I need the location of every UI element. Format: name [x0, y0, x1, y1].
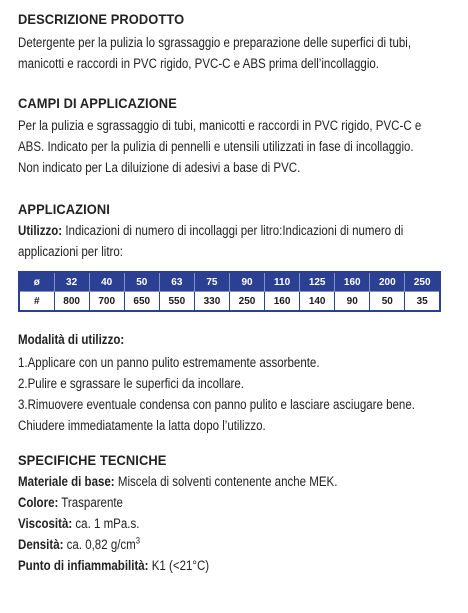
diameter-cell: 32	[54, 272, 89, 292]
count-cell: 160	[265, 292, 300, 312]
spec-value: ca. 0,82 g/cm	[63, 537, 136, 552]
section-title: APPLICAZIONI	[18, 201, 110, 217]
diameter-row	[19, 272, 440, 292]
spec-label: Densità:	[18, 537, 64, 552]
count-cell: 250	[229, 292, 264, 312]
paragraph-line: Detergente per la pulizia lo sgrassaggio e preparazione delle superfici di tubi,	[18, 35, 412, 50]
section-applicazioni	[18, 201, 456, 262]
applications-table	[18, 271, 441, 312]
spec-label: Punto di infiammabilità:	[18, 558, 149, 573]
spec-label: Colore:	[18, 495, 59, 510]
count-cell: 550	[159, 292, 194, 312]
spec-label: Viscosità:	[18, 516, 73, 531]
count-cell: 90	[335, 292, 370, 312]
utilizzo-text: applicazioni per litro:	[18, 244, 123, 259]
count-cell: 140	[300, 292, 335, 312]
section-title: Modalità di utilizzo:	[18, 332, 125, 347]
spec-label: Materiale di base:	[18, 474, 115, 489]
count-row	[19, 292, 440, 312]
section-campi	[18, 95, 456, 178]
diameter-cell: 110	[265, 272, 300, 292]
section-specifiche	[18, 452, 456, 576]
count-cell: 700	[89, 292, 124, 312]
instruction-line: 3.Rimuovere eventuale condensa con panno pulito e lasciare asciugare bene.	[18, 397, 415, 412]
section-title: CAMPI DI APPLICAZIONE	[18, 95, 177, 111]
diameter-cell: 90	[229, 272, 264, 292]
spec-superscript: 3	[135, 535, 141, 546]
diameter-cell: 40	[89, 272, 124, 292]
count-cell: 800	[54, 292, 89, 312]
paragraph-line: Non indicato per La diluizione di adesivi a base di PVC.	[18, 160, 301, 175]
spec-value: Miscela di solventi contenente anche MEK.	[114, 474, 338, 489]
paragraph-line: ABS. Indicato per la pulizia di pennelli e utensili utilizzati in fase di incollaggio.	[18, 139, 414, 154]
diameter-symbol: ø	[19, 272, 54, 292]
instruction-line: 2.Pulire e sgrassare le superfici da incollare.	[18, 376, 244, 391]
utilizzo-label: Utilizzo:	[18, 223, 63, 238]
count-cell: 650	[124, 292, 159, 312]
paragraph-line: manicotti e raccordi in PVC rigido, PVC-C e ABS prima dell’incollaggio.	[18, 56, 379, 71]
diameter-cell: 200	[370, 272, 405, 292]
diameter-cell: 50	[124, 272, 159, 292]
count-symbol: #	[19, 292, 54, 312]
count-cell: 330	[194, 292, 229, 312]
section-modalita	[18, 329, 456, 436]
instruction-line: Chiudere immediatamente la latta dopo l’utilizzo.	[18, 418, 266, 433]
instruction-line: 1.Applicare con un panno pulito estremamente assorbente.	[18, 355, 320, 370]
spec-value: K1 (<21°C)	[148, 558, 210, 573]
count-cell: 35	[405, 292, 440, 312]
diameter-cell: 160	[335, 272, 370, 292]
diameter-cell: 63	[159, 272, 194, 292]
spec-value: Trasparente	[58, 495, 123, 510]
diameter-cell: 125	[300, 272, 335, 292]
section-title: DESCRIZIONE PRODOTTO	[18, 11, 185, 27]
diameter-cell: 75	[194, 272, 229, 292]
section-descrizione	[18, 11, 456, 74]
section-title: SPECIFICHE TECNICHE	[18, 452, 167, 468]
diameter-cell: 250	[405, 272, 440, 292]
utilizzo-text: Indicazioni di numero di incollaggi per litro:Indicazioni di numero di	[62, 223, 404, 238]
spec-value: ca. 1 mPa.s.	[72, 516, 140, 531]
paragraph-line: Per la pulizia e sgrassaggio di tubi, manicotti e raccordi in PVC rigido, PVC-C e	[18, 118, 422, 133]
count-cell: 50	[370, 292, 405, 312]
